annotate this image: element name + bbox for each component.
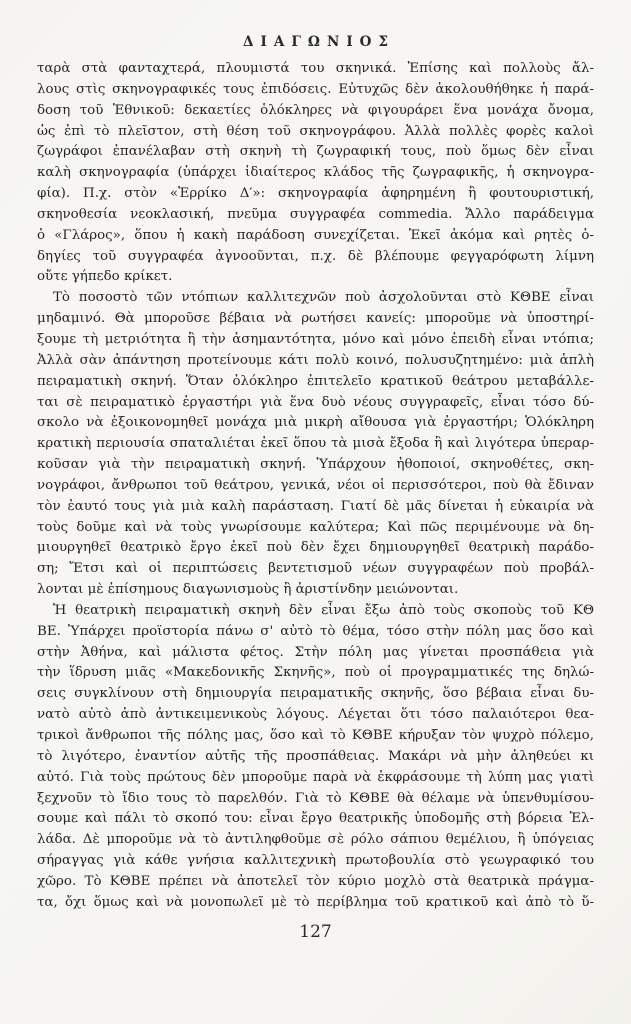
text-line: μηδαμινό. Θὰ μποροῦσε βέβαια νὰ ρωτήσει κανείς: μποροῦμε νὰ ὑποστηρί-: [37, 311, 594, 327]
text-line: τὸ λιγότερο, ἐναντίον αὐτῆς τῆς προσπάθειας. Μακάρι νὰ μὴν ἀληθεύει κι: [37, 748, 594, 764]
text-line: τοὺς δοῦμε καὶ νὰ τοὺς γνωρίσουμε καλύτερα; Καὶ πῶς περιμένουμε νὰ δη-: [37, 519, 594, 535]
text-line: λους στὶς σκηνογραφικές τους ἐπιδόσεις. Εὐτυχῶς δὲν ἀκολουθήθηκε ἡ παρά-: [37, 81, 594, 97]
text-line: τὸν ἑαυτό τους γιὰ μιὰ καλὴ παράσταση. Γιατί δὲ μᾶς δίνεται ἡ εὐκαιρία νὰ: [37, 498, 594, 514]
text-line: τα, ὄχι ὅμως καὶ νὰ μονοπωλεῖ μὲ τὸ περίβλημα τοῦ κρατικοῦ καὶ ἀπὸ τὸ ὕ-: [37, 894, 594, 910]
text-line: σκολο νὰ ἐξοικονομηθεῖ μονάχα μιὰ μικρὴ αἴθουσα γιὰ ἐργαστήρι; Ὁλόκληρη: [37, 415, 594, 431]
text-line: τὴν ἵδρυση μιᾶς «Μακεδονικῆς Σκηνῆς», ποὺ οἱ προγραμματικές της δηλώ-: [37, 665, 594, 681]
text-line: ται σὲ πειραματικὸ ἐργαστήρι γιὰ ἕνα δυὸ νέους συγγραφεῖς, εἶναι τόσο δύ-: [37, 394, 594, 410]
text-line: νογράφοι, ἄνθρωποι τοῦ θεάτρου, γενικά, νέοι οἱ περισσότεροι, ποὺ θὰ ἔδιναν: [37, 477, 594, 493]
text-line: ξουμε τὴ μετριότητα ἢ τὴν ἀσημαντότητα, μόνο καὶ μόνο ἐπειδὴ εἶναι ντόπια;: [37, 331, 594, 347]
text-block: [37, 59, 594, 914]
running-head: ΔΙΑΓΩΝΙΟΣ: [243, 34, 396, 50]
text-line: δηγίες τοῦ συγγραφέα ἀγνοοῦνται, π.χ. δὲ βλέπουμε φεγγαρόφωτη λίμνη: [37, 248, 594, 264]
text-line: φία). Π.χ. στὸν «Ἑρρίκο Δ′»: σκηνογραφία ἀφηρημένη ἢ φουτουριστική,: [37, 186, 594, 202]
text-line: ξεχνοῦν τὸ ἴδιο τους τὸ παρελθόν. Γιὰ τὸ ΚΘΒΕ θὰ θέλαμε νὰ ὑπενθυμίσου-: [37, 790, 594, 806]
text-line: σουμε καὶ πάλι τὸ σκοπό του: εἶναι ἔργο θεατρικῆς ὑποδομῆς στὴ βόρεια Ἑλ-: [37, 811, 594, 827]
text-line: τρικοὶ ἄνθρωποι τῆς πόλης μας, ὅσο καὶ τὸ ΚΘΒΕ κήρυξαν τὸν ψυχρὸ πόλεμο,: [37, 728, 594, 743]
text-line: σήραγγας γιὰ κάθε γνήσια καλλιτεχνικὴ πρωτοβουλία στὸ γεωγραφικό του: [37, 853, 594, 869]
text-line: σκηνοθεσία νεοκλασική, πνεῦμα συγγραφέα commedia. Ἄλλο παράδειγμα: [37, 206, 594, 222]
text-line: οὔτε γήπεδο κρίκετ.: [37, 269, 173, 285]
text-line: μιουργηθεῖ θεατρικὸ ἔργο ἐκεῖ ποὺ δὲν ἔχει δημιουργηθεῖ θεατρικὴ παράδο-: [37, 540, 594, 556]
text-line: λάδα. Δὲ μποροῦμε νὰ τὸ ἀντιληφθοῦμε σὲ ρόλο σάπιου θεμέλιου, ἢ ὑπόγειας: [37, 832, 594, 848]
text-line: κοῦσαν γιὰ τὴν πειραματικὴ σκηνή. Ὑπάρχουν ἠθοποιοί, σκηνοθέτες, σκη-: [37, 457, 594, 473]
text-line: πειραματικὴ σκηνή. Ὅταν ὁλόκληρο ἐπιτελεῖο κρατικοῦ θεάτρου μεταβάλλε-: [37, 373, 594, 389]
text-line: δοση τοῦ Ἐθνικοῦ: δεκαετίες ὁλόκληρες νὰ φιγουράρει ἕνα μονάχα ὄνομα,: [37, 102, 594, 118]
text-line: χῶρο. Τὸ ΚΘΒΕ πρέπει νὰ ἀποτελεῖ τὸν κύριο μοχλὸ στὰ θεατρικὰ πράγμα-: [37, 873, 594, 889]
text-line: ὡς ἐπὶ τὸ πλεῖστον, στὴ θέση τοῦ σκηνογράφου. Ἀλλὰ πολλὲς φορὲς καλοὶ: [37, 123, 594, 139]
page-number: 127: [299, 922, 332, 942]
text-line: καλὴ σκηνογραφία (ὑπάρχει ἰδιαίτερος κλάδος τῆς ζωγραφικῆς, ἡ σκηνογρα-: [37, 165, 594, 181]
text-line: ὁ «Γλάρος», ὅπου ἡ κακὴ παράδοση συνεχίζεται. Ἐκεῖ ἀκόμα καὶ ρητὲς ὁ-: [37, 227, 594, 243]
text-line: αὐτό. Γιὰ τοὺς πρώτους δὲν μποροῦμε παρὰ νὰ ἐκφράσουμε τὴ λύπη μας γιατὶ: [37, 769, 594, 785]
text-line: ση; Ἔτσι καὶ οἱ περιπτώσεις βεντετισμοῦ νέων συγγραφέων ποὺ προβάλ-: [37, 561, 594, 577]
text-line: Τὸ ποσοστὸ τῶν ντόπιων καλλιτεχνῶν ποὺ ἀσχολοῦνται στὸ ΚΘΒΕ εἶναι: [53, 290, 594, 306]
text-line: στὴν Ἀθήνα, καὶ μάλιστα φέτος. Στὴν πόλη μας γίνεται προσπάθεια γιὰ: [37, 644, 594, 660]
text-line: νατὸ αὐτὸ ἀπὸ ἀντικειμενικοὺς λόγους. Λέγεται ὅτι τόσο παλαιότεροι θεα-: [37, 707, 594, 723]
text-line: ζωγράφοι ἐπανέλαβαν στὴ σκηνὴ τὴ ζωγραφική τους, ποὺ ὅμως δὲν εἶναι: [37, 144, 594, 160]
text-line: σεις συγκλίνουν στὴ δημιουργία πειραματικῆς σκηνῆς, ὅσο βέβαια εἶναι δυ-: [37, 686, 594, 702]
text-line: λονται μὲ ἐπίσημους διαγωνισμοὺς ἢ ἀριστίνδην μειώνονται.: [37, 582, 459, 598]
text-line: κρατικὴ περιουσία σπαταλιέται ἐκεῖ ὅπου τὰ μισὰ ἔξοδα ἢ καὶ λιγότερα ὑπεραρ-: [37, 436, 594, 452]
text-line: ταρὰ στὰ φανταχτερά, πλουμιστά του σκηνικά. Ἐπίσης καὶ πολλοὺς ἄλ-: [37, 61, 594, 76]
text-line: ΒΕ. Ὑπάρχει προϊστορία πάνω σ' αὐτὸ τὸ θέμα, τόσο στὴν πόλη μας ὅσο καὶ: [37, 623, 594, 639]
text-line: Ἡ θεατρικὴ πειραματικὴ σκηνὴ δὲν εἶναι ἔξω ἀπὸ τοὺς σκοποὺς τοῦ ΚΘ: [53, 602, 594, 618]
text-line: Ἀλλὰ σὰν ἀπάντηση προτείνουμε κάτι πολὺ κοινό, πολυσυζητημένο: μιὰ ἁπλὴ: [37, 352, 594, 368]
